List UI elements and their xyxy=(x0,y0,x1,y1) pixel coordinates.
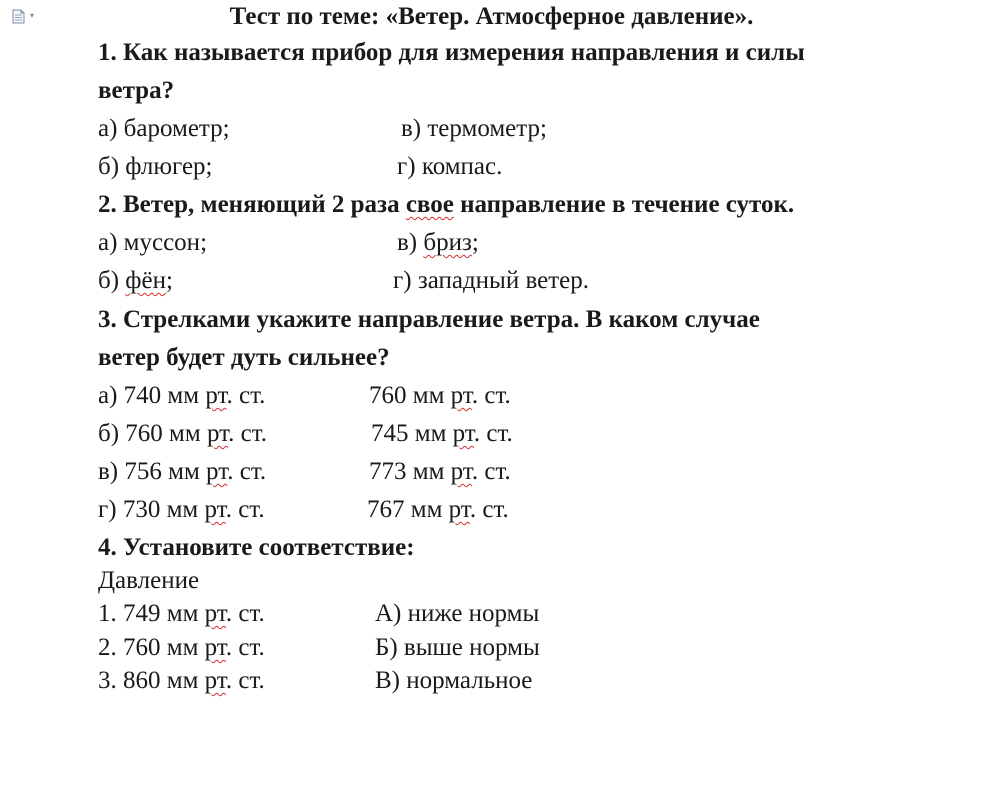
q3-row-g-left-unit: рт xyxy=(204,496,226,523)
q4-row-1-right: А) ниже нормы xyxy=(375,600,540,627)
page-title: Тест по теме: «Ветер. Атмосферное давление». xyxy=(229,3,754,30)
pressure-label: Давление xyxy=(98,567,200,594)
q3-row-g-left-value: г) 730 мм xyxy=(98,496,205,523)
q1-option-g: г) компас. xyxy=(397,153,503,180)
q3-row-a-right-value: 760 мм xyxy=(369,382,451,409)
question-1-line-1: 1. Как называется прибор для измерения направления и силы xyxy=(98,39,805,66)
q3-row-g-left xyxy=(98,496,265,524)
q3-row-g-right-unit: рт xyxy=(448,496,470,523)
q3-row-b-left-unit: рт xyxy=(206,420,229,447)
q4-row-3-right: В) нормальное xyxy=(375,667,533,694)
q3-row-a-left-unit-end: . ст. xyxy=(226,382,266,409)
q2-option-v-punct: ; xyxy=(471,229,479,256)
q3-row-v-right xyxy=(369,458,511,486)
question-1-line-2: ветра? xyxy=(98,77,175,104)
q2-spellcheck-word: свое xyxy=(405,191,454,218)
q3-row-v-left-unit: рт xyxy=(206,458,228,485)
q3-row-g-left-unit-end: . ст. xyxy=(225,496,265,523)
q4-row-1-value: 1. 749 мм xyxy=(98,600,205,627)
q1-option-a: а) барометр; xyxy=(98,115,230,142)
q3-row-v-left-value: в) 756 мм xyxy=(98,458,207,485)
q1-option-v: в) термометр; xyxy=(401,115,547,142)
q3-row-b-right xyxy=(371,420,513,448)
q3-row-b-left xyxy=(98,420,267,448)
question-4: 4. Установите соответствие: xyxy=(98,534,415,561)
dropdown-caret-icon[interactable]: ▾ xyxy=(30,11,35,20)
q3-row-b-left-unit-end: . ст. xyxy=(228,420,268,447)
q4-row-1-left xyxy=(98,600,265,628)
q2-option-v-word: бриз xyxy=(423,229,472,256)
q3-row-a-left-unit: рт xyxy=(205,382,227,409)
question-3-line-1: 3. Стрелками укажите направление ветра. В каком случае xyxy=(98,306,760,333)
q3-row-v-right-unit: рт xyxy=(450,458,472,485)
q2-option-b-punct: ; xyxy=(165,267,173,294)
q4-row-2-value: 2. 760 мм xyxy=(98,634,205,661)
q2-option-b-letter: б) xyxy=(98,267,126,294)
q3-row-v-right-unit-end: . ст. xyxy=(471,458,511,485)
q3-row-a-left-value: а) 740 мм xyxy=(98,382,206,409)
q3-row-a-right-unit: рт xyxy=(450,382,472,409)
q4-row-3-left xyxy=(98,667,265,695)
q2-option-b xyxy=(98,267,173,295)
q2-option-v-letter: в) xyxy=(397,229,424,256)
q3-row-v-left-unit-end: . ст. xyxy=(227,458,267,485)
q1-option-b: б) флюгер; xyxy=(98,153,213,180)
q3-row-a-right xyxy=(369,382,511,410)
q2-option-v xyxy=(397,229,479,257)
q3-row-b-right-unit: рт xyxy=(452,420,474,447)
q3-row-v-right-value: 773 мм xyxy=(369,458,451,485)
q2-option-g: г) западный ветер. xyxy=(393,267,589,294)
q4-row-2-right: Б) выше нормы xyxy=(375,634,540,661)
q3-row-b-left-value: б) 760 мм xyxy=(98,420,207,447)
q3-row-g-right-unit-end: . ст. xyxy=(469,496,509,523)
q3-row-b-right-value: 745 мм xyxy=(371,420,453,447)
q2-text-start: 2. Ветер, меняющий 2 раза xyxy=(98,191,406,218)
q4-row-3-unit: рт xyxy=(204,667,226,694)
q2-text-end: направление в течение суток. xyxy=(453,191,795,218)
q3-row-b-right-unit-end: . ст. xyxy=(473,420,513,447)
q4-row-1-unit-end: . ст. xyxy=(225,600,265,627)
q3-row-v-left xyxy=(98,458,266,486)
q4-row-2-unit-end: . ст. xyxy=(225,634,265,661)
q4-row-2-left xyxy=(98,634,265,662)
q2-option-b-word: фён xyxy=(125,267,166,294)
q3-row-g-right-value: 767 мм xyxy=(367,496,449,523)
q3-row-a-right-unit-end: . ст. xyxy=(471,382,511,409)
q3-row-a-left xyxy=(98,382,265,410)
q4-row-3-value: 3. 860 мм xyxy=(98,667,205,694)
question-2 xyxy=(98,191,794,219)
q3-row-g-right xyxy=(367,496,509,524)
q2-option-a: а) муссон; xyxy=(98,229,208,256)
q4-row-3-unit-end: . ст. xyxy=(225,667,265,694)
q4-row-2-unit: рт xyxy=(204,634,226,661)
q4-row-1-unit: рт xyxy=(204,600,226,627)
question-3-line-2: ветер будет дуть сильнее? xyxy=(98,344,390,371)
